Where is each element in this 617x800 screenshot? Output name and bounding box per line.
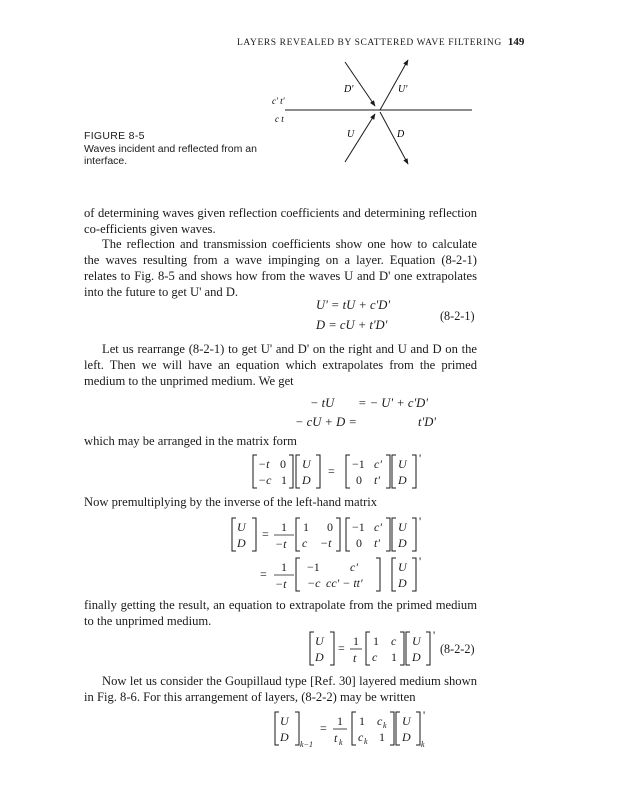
rearranged-line-1-left: − tU — [310, 396, 335, 410]
svg-text:1: 1 — [303, 520, 309, 534]
figure-caption-text: Waves incident and reflected from an interface. — [84, 142, 257, 167]
page-number: 149 — [507, 36, 525, 48]
svg-text:U: U — [398, 560, 407, 574]
paragraph-3: Let us rearrange (8-2-1) to get U' and D' on the right and U and D on the left. Then we will have an equation which extrapolates from the primed medium to the unprimed medium. We get — [84, 342, 477, 388]
svg-text:': ' — [419, 451, 422, 465]
svg-text:−t: −t — [320, 536, 332, 550]
svg-text:1: 1 — [353, 634, 359, 648]
svg-text:D: D — [402, 730, 411, 744]
svg-text:c: c — [391, 634, 397, 648]
svg-text:1: 1 — [281, 520, 287, 534]
paragraph-4: which may be arranged in the matrix form — [84, 434, 297, 448]
svg-text:U: U — [398, 520, 407, 534]
label-c-t: c t — [275, 114, 284, 124]
svg-text:c': c' — [374, 520, 382, 534]
eq-8-2-2-number: (8-2-2) — [440, 642, 475, 656]
rearranged-line-2-left: − cU + D = — [295, 415, 357, 429]
svg-text:=: = — [338, 641, 345, 655]
paragraph-2: The reflection and transmission coefficients show one how to calculate the waves resulting from a wave impinging on a layer. Equation (8-2-1) relates to Fig. 8-5 and shows how from the waves U and D' one extrapolates into the future to get U' and D. — [84, 237, 477, 299]
paragraph-7: Now let us consider the Goupillaud type [Ref. 30] layered medium shown in Fig. 8-6. For this arrangement of layers, (8-2-2) may be written — [84, 674, 477, 704]
running-title: LAYERS REVEALED BY SCATTERED WAVE FILTERING — [237, 38, 502, 48]
svg-text:U: U — [315, 634, 324, 648]
svg-text:t': t' — [374, 536, 380, 550]
eq-8-2-1-line-2: D = cU + t'D' — [316, 318, 388, 332]
svg-text:1: 1 — [337, 714, 343, 728]
svg-text:0: 0 — [356, 536, 362, 550]
figure-label: FIGURE 8-5 — [84, 130, 145, 142]
svg-text:1: 1 — [281, 473, 287, 487]
svg-text:D: D — [398, 536, 407, 550]
svg-text:k−1: k−1 — [300, 740, 313, 749]
label-u-prime: U' — [398, 84, 408, 95]
svg-text:c': c' — [350, 560, 358, 574]
svg-text:0: 0 — [356, 473, 362, 487]
svg-text:U: U — [402, 714, 411, 728]
svg-text:': ' — [419, 554, 422, 568]
svg-text:1: 1 — [391, 650, 397, 664]
svg-text:c': c' — [374, 457, 382, 471]
rearranged-line-1-right: = − U' + c'D' — [358, 396, 428, 410]
svg-text:0: 0 — [327, 520, 333, 534]
svg-text:−t: −t — [275, 577, 287, 591]
svg-text:D: D — [412, 650, 421, 664]
svg-text:': ' — [433, 628, 436, 642]
svg-text:−c: −c — [307, 576, 321, 590]
paragraph-5: Now premultiplying by the inverse of the left-hand matrix — [84, 495, 378, 509]
svg-text:D: D — [398, 473, 407, 487]
svg-text:D: D — [237, 536, 246, 550]
svg-text:cc' − tt': cc' − tt' — [326, 576, 363, 590]
svg-text:−t: −t — [275, 537, 287, 551]
svg-text:t: t — [334, 731, 338, 745]
paragraph-6: finally getting the result, an equation to extrapolate from the primed medium to the unprimed medium. — [84, 598, 477, 628]
label-c-prime-t-prime: c' t' — [272, 96, 285, 106]
svg-text:k: k — [364, 737, 368, 746]
eq-8-2-1-number: (8-2-1) — [440, 309, 475, 323]
svg-text:1: 1 — [373, 634, 379, 648]
svg-text:=: = — [262, 527, 269, 541]
svg-text:U: U — [412, 634, 421, 648]
svg-text:c: c — [302, 536, 308, 550]
svg-text:D: D — [302, 473, 311, 487]
svg-text:D: D — [280, 730, 289, 744]
svg-text:k: k — [421, 740, 425, 749]
svg-text:c: c — [372, 650, 378, 664]
svg-text:=: = — [320, 721, 327, 735]
svg-text:c: c — [377, 714, 383, 728]
svg-text:=: = — [260, 567, 267, 581]
svg-text:U: U — [302, 457, 311, 471]
svg-text:U: U — [280, 714, 289, 728]
svg-text:k: k — [383, 721, 387, 730]
svg-text:U: U — [398, 457, 407, 471]
svg-text:1: 1 — [281, 560, 287, 574]
svg-text:0: 0 — [280, 457, 286, 471]
svg-text:−t: −t — [258, 457, 270, 471]
svg-text:1: 1 — [359, 714, 365, 728]
svg-text:1: 1 — [379, 730, 385, 744]
svg-text:': ' — [423, 708, 426, 722]
svg-text:t': t' — [374, 473, 380, 487]
label-u: U — [347, 129, 355, 140]
svg-text:−1: −1 — [352, 520, 365, 534]
label-d: D — [397, 129, 405, 140]
svg-text:D: D — [398, 576, 407, 590]
paragraph-1: of determining waves given reflection coefficients and determining reflection co-efficients given waves. — [84, 206, 477, 236]
svg-text:−c: −c — [258, 473, 272, 487]
svg-text:=: = — [328, 464, 335, 478]
svg-text:c: c — [358, 730, 364, 744]
label-d-prime: D' — [344, 84, 354, 95]
svg-text:k: k — [339, 738, 343, 747]
svg-text:t: t — [353, 651, 357, 665]
eq-8-2-1-line-1: U' = tU + c'D' — [316, 298, 391, 312]
svg-text:U: U — [237, 520, 246, 534]
svg-text:−1: −1 — [352, 457, 365, 471]
svg-text:−1: −1 — [307, 560, 320, 574]
svg-text:': ' — [419, 514, 422, 528]
rearranged-line-2-right: t'D' — [418, 415, 436, 429]
svg-text:D: D — [315, 650, 324, 664]
